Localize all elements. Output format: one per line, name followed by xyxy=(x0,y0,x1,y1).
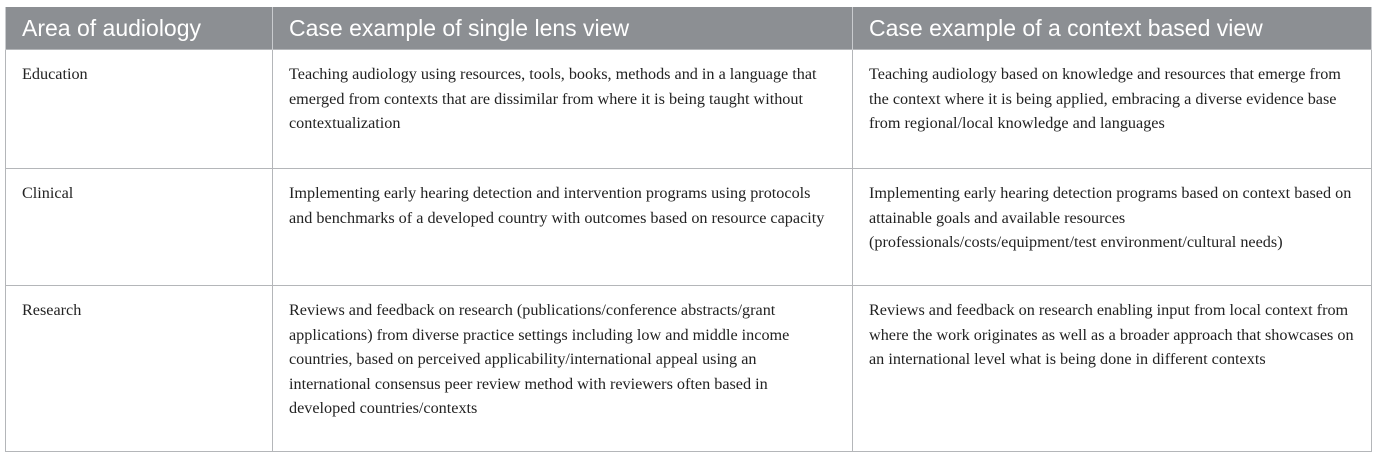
table-row xyxy=(6,50,1372,169)
cell-context-based: Reviews and feedback on research enabling input from local context from where the work originates as well as a broader approach that showcases on an international level what is being done in different contexts xyxy=(853,286,1372,452)
table-row xyxy=(6,169,1372,286)
cell-single-lens: Reviews and feedback on research (publications/conference abstracts/grant applications) from diverse practice settings including low and middle income countries, based on perceived applicability/international appeal using an international consensus peer review method with reviewers often based in developed countries/contexts xyxy=(273,286,853,452)
table-body xyxy=(6,50,1372,452)
table-header xyxy=(6,7,1372,50)
header-area: Area of audiology xyxy=(6,7,273,50)
cell-area: Education xyxy=(6,50,273,169)
cell-context-based: Implementing early hearing detection programs based on context based on attainable goals and available resources (professionals/costs/equipment/test environment/cultural needs) xyxy=(853,169,1372,286)
header-single-lens: Case example of single lens view xyxy=(273,7,853,50)
cell-context-based: Teaching audiology based on knowledge and resources that emerge from the context where it is being applied, embracing a diverse evidence base from regional/local knowledge and languages xyxy=(853,50,1372,169)
header-context-based: Case example of a context based view xyxy=(853,7,1372,50)
cell-single-lens: Implementing early hearing detection and intervention programs using protocols and benchmarks of a developed country with outcomes based on resource capacity xyxy=(273,169,853,286)
table-row xyxy=(6,286,1372,452)
header-row xyxy=(6,7,1372,50)
cell-area: Clinical xyxy=(6,169,273,286)
audiology-comparison-table xyxy=(5,7,1372,452)
cell-single-lens: Teaching audiology using resources, tools, books, methods and in a language that emerged from contexts that are dissimilar from where it is being taught without contextualization xyxy=(273,50,853,169)
cell-area: Research xyxy=(6,286,273,452)
